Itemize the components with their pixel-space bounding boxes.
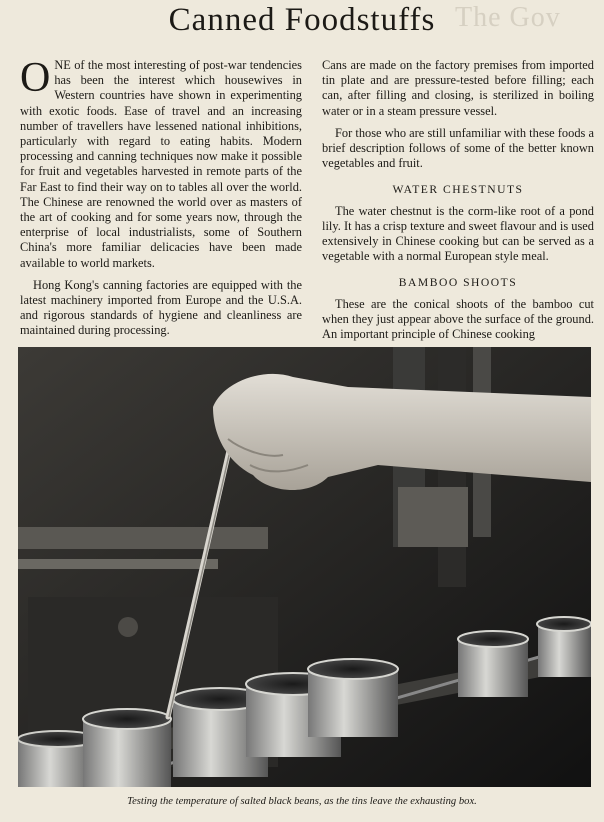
heading-bamboo-shoots: BAMBOO SHOOTS <box>398 276 518 290</box>
bleed-through-text: The Gov <box>455 2 561 33</box>
paragraph-cans: Cans are made on the factory premises from imported tin plate and are pressure-tested before filling; each can, after filling and closing, is sterilized in boiling water or in a steam pressure vessel. <box>322 58 594 118</box>
drop-cap: O <box>20 55 51 101</box>
intro-paragraph <box>20 55 302 271</box>
factory-photo-illustration <box>18 347 591 787</box>
intro-text: NE of the most interesting of post-war tendencies has been the interest which housewives in Western countries have shown in experimenting with exotic foods. Ease of travel and an increasing number of travellers have lessened national inhibitions, particularly with regard to eating habits. Modern processing and canning techniques now make it possible for fruit and vegetables harvested in remote parts of the Far East to find their way on to tables all over the world. The Chinese are renowned the world over as masters of the art of cooking and for some years now, through the enterprise of local industrialists, some of Southern China's more familiar delicacies have been made available to world markets. <box>20 58 302 270</box>
article-column-right <box>322 58 594 349</box>
page-title: Canned Foodstuffs <box>168 2 436 38</box>
paragraph-description: For those who are still unfamiliar with these foods a brief description follows of some of the better known vegetables and fruit. <box>322 125 594 171</box>
paragraph-bamboo-shoots: These are the conical shoots of the bamboo cut when they just appear above the surface of the ground. An important principle of Chinese cooking <box>322 296 594 342</box>
photo-caption: Testing the temperature of salted black beans, as the tins leave the exhausting box. <box>127 796 477 807</box>
paragraph-water-chestnuts: The water chestnut is the corm-like root of a pond lily. It has a crisp texture and sweet flavour and is used extensively in Chinese cooking but can be served as a vegetable with a normal European style meal. <box>322 203 594 264</box>
heading-water-chestnuts: WATER CHESTNUTS <box>392 183 524 197</box>
factory-photo <box>18 347 591 787</box>
article-column-left <box>20 55 302 346</box>
paragraph-canning-factories: Hong Kong's canning factories are equipped with the latest machinery imported from Europe and the U.S.A. and rigorous standards of hygiene and cleanliness are maintained during processing. <box>20 277 302 338</box>
